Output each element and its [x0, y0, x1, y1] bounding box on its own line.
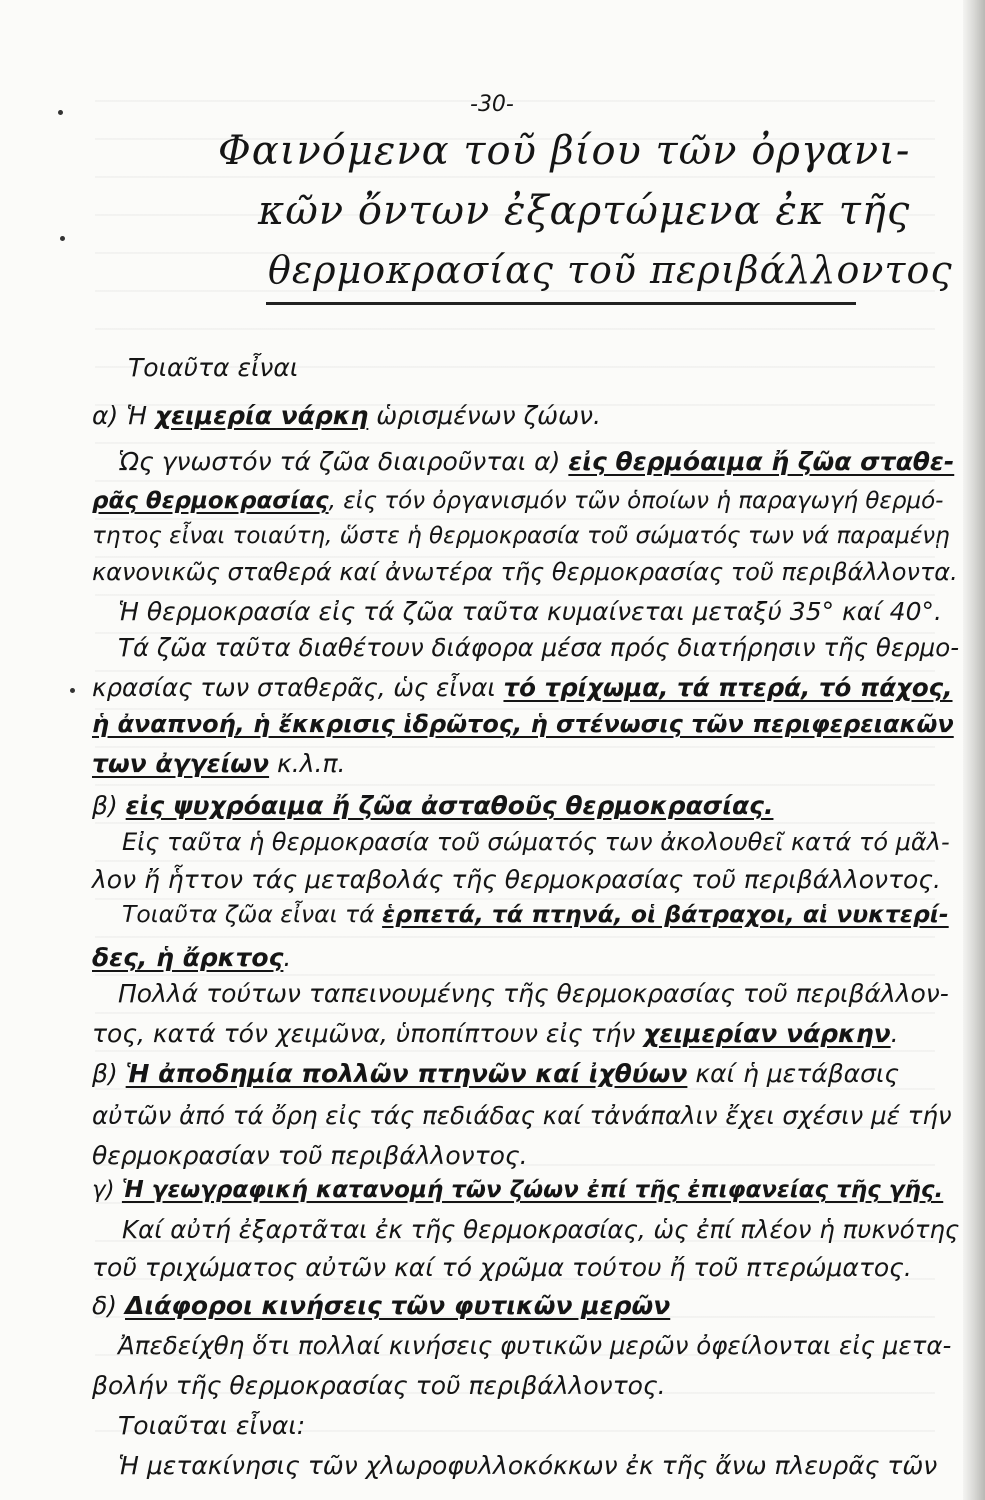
line-segment: β): [92, 1059, 126, 1088]
line-segment: κρασίας των σταθερᾶς, ὡς εἶναι: [92, 673, 504, 702]
text-line: [122, 826, 950, 858]
underlined-term: ἡ ἀναπνοή, ἡ ἔκκρισις ἱδρῶτος, ἡ στένωσις τῶν περιφερειακῶν: [92, 710, 954, 738]
line-segment: τος, κατά τόν χειμῶνα, ὑποπίπτουν εἰς τήν: [92, 1019, 644, 1048]
title-underline: [266, 302, 856, 305]
text-line: [118, 1450, 937, 1482]
text-line: [118, 596, 942, 628]
text-line: [92, 1174, 943, 1206]
text-line: [92, 1058, 899, 1090]
underlined-term: ἑρπετά, τά πτηνά, οἱ βάτραχοι, αἱ νυκτερί-: [382, 900, 949, 928]
line-segment: .: [283, 943, 292, 972]
line-segment: Ἡ θερμοκρασία εἰς τά ζῶα ταῦτα κυμαίνεται μεταξύ 35° καί 40°.: [118, 597, 942, 626]
text-line: [118, 1410, 305, 1442]
line-segment: τοῦ τριχώματος αὐτῶν καί τό χρῶμα τούτου ἤ τοῦ πτερώματος.: [92, 1253, 912, 1282]
text-line: [122, 898, 949, 930]
line-segment: αὐτῶν ἀπό τά ὄρη εἰς τάς πεδιάδας καί τἀνάπαλιν ἔχει σχέσιν μέ τήν: [92, 1101, 952, 1130]
margin-mark: [60, 236, 65, 241]
text-line: [118, 446, 954, 478]
margin-mark: [58, 110, 63, 115]
underlined-term: δες, ἡ ἄρκτος: [92, 943, 284, 972]
text-line: [92, 790, 773, 822]
text-line: [92, 748, 345, 780]
text-line: [122, 1214, 959, 1246]
text-line: [92, 1370, 666, 1402]
text-line: [118, 1330, 951, 1362]
text-line: [128, 352, 298, 384]
line-segment: κ.λ.π.: [269, 749, 346, 778]
line-segment: Τοιαῦτα ζῶα εἶναι τά: [122, 900, 383, 928]
line-segment: β): [92, 791, 126, 820]
line-segment: δ): [92, 1291, 125, 1320]
line-segment: Πολλά τούτων ταπεινουμένης τῆς θερμοκρασίας τοῦ περιβάλλον-: [118, 979, 949, 1008]
text-line: [92, 672, 953, 704]
text-line: [118, 632, 959, 664]
margin-mark: [70, 688, 75, 693]
underlined-term: Διάφοροι κινήσεις τῶν φυτικῶν μερῶν: [125, 1291, 671, 1320]
line-segment: θερμοκρασίαν τοῦ περιβάλλοντος.: [92, 1141, 528, 1170]
line-segment: καί ἡ μετάβασις: [687, 1059, 900, 1088]
text-line: [92, 942, 291, 974]
underlined-term: τό τρίχωμα, τά πτερά, τό πάχος,: [503, 673, 953, 702]
line-segment: Ὡς γνωστόν τά ζῶα διαιροῦνται α): [118, 447, 569, 476]
underlined-term: ρᾶς θερμοκρασίας: [92, 488, 329, 514]
page-number: -30-: [470, 92, 514, 117]
underlined-term: εἰς ψυχρόαιμα ἤ ζῶα ἀσταθοῦς θερμοκρασίας.: [125, 791, 774, 820]
line-segment: κανονικῶς σταθερά καί ἀνωτέρα τῆς θερμοκρασίας τοῦ περιβάλλοντα.: [92, 558, 958, 586]
text-line: [92, 1290, 670, 1322]
title-line-3: θερμοκρασίας τοῦ περιβάλλοντος: [268, 248, 953, 292]
line-segment: , εἰς τόν ὀργανισμόν τῶν ὁποίων ἡ παραγωγή θερμό-: [328, 488, 944, 514]
text-line: [92, 556, 958, 588]
line-segment: βολήν τῆς θερμοκρασίας τοῦ περιβάλλοντος.: [92, 1371, 666, 1400]
binding-edge: [963, 0, 985, 1500]
line-segment: τητος εἶναι τοιαύτη, ὥστε ἡ θερμοκρασία τοῦ σώματός των νά παραμένῃ: [92, 523, 950, 549]
underlined-term: χειμερία νάρκη: [155, 401, 369, 430]
underlined-term: των ἀγγείων: [92, 749, 270, 778]
line-segment: Τοιαῦτα εἶναι: [128, 353, 299, 382]
text-line: [92, 864, 941, 896]
title-line-1: Φαινόμενα τοῦ βίου τῶν ὀργανι-: [218, 128, 911, 174]
text-line: [92, 1140, 528, 1172]
underlined-term: Ἡ ἀποδημία πολλῶν πτηνῶν καί ἰχθύων: [125, 1059, 688, 1088]
underlined-term: εἰς θερμόαιμα ἤ ζῶα σταθε-: [568, 447, 955, 476]
line-segment: Ἀπεδείχθη ὅτι πολλαί κινήσεις φυτικῶν μερῶν ὀφείλονται εἰς μετα-: [118, 1331, 952, 1360]
text-line: [92, 400, 601, 432]
line-segment: .: [890, 1019, 899, 1048]
text-line: [118, 978, 949, 1010]
line-segment: λον ἤ ἧττον τάς μεταβολάς τῆς θερμοκρασίας τοῦ περιβάλλοντος.: [92, 865, 941, 894]
underlined-term: Ἡ γεωγραφική κατανομή τῶν ζώων ἐπί τῆς ἐπιφανείας τῆς γῆς.: [121, 1177, 944, 1203]
text-line: [92, 708, 954, 740]
line-segment: ὡρισμένων ζώων.: [368, 401, 601, 430]
text-line: [92, 520, 950, 552]
line-segment: Καί αὐτή ἐξαρτᾶται ἐκ τῆς θερμοκρασίας, ὡς ἐπί πλέον ἡ πυκνότης: [122, 1215, 960, 1244]
underlined-term: χειμερίαν νάρκην: [643, 1019, 891, 1048]
line-segment: Εἰς ταῦτα ἡ θερμοκρασία τοῦ σώματός των ἀκολουθεῖ κατά τό μᾶλ-: [122, 828, 950, 856]
line-segment: γ): [92, 1177, 122, 1203]
line-segment: Τά ζῶα ταῦτα διαθέτουν διάφορα μέσα πρός διατήρησιν τῆς θερμο-: [118, 633, 960, 662]
text-line: [92, 485, 943, 517]
line-segment: α) Ἡ: [92, 401, 156, 430]
line-segment: Τοιαῦται εἶναι:: [118, 1411, 306, 1440]
title-line-2: κῶν ὄντων ἐξαρτώμενα ἐκ τῆς: [258, 188, 911, 234]
text-line: [92, 1100, 952, 1132]
line-segment: Ἡ μετακίνησις τῶν χλωροφυλλοκόκκων ἐκ τῆς ἄνω πλευρᾶς τῶν: [118, 1451, 938, 1480]
text-line: [92, 1018, 899, 1050]
text-line: [92, 1252, 912, 1284]
